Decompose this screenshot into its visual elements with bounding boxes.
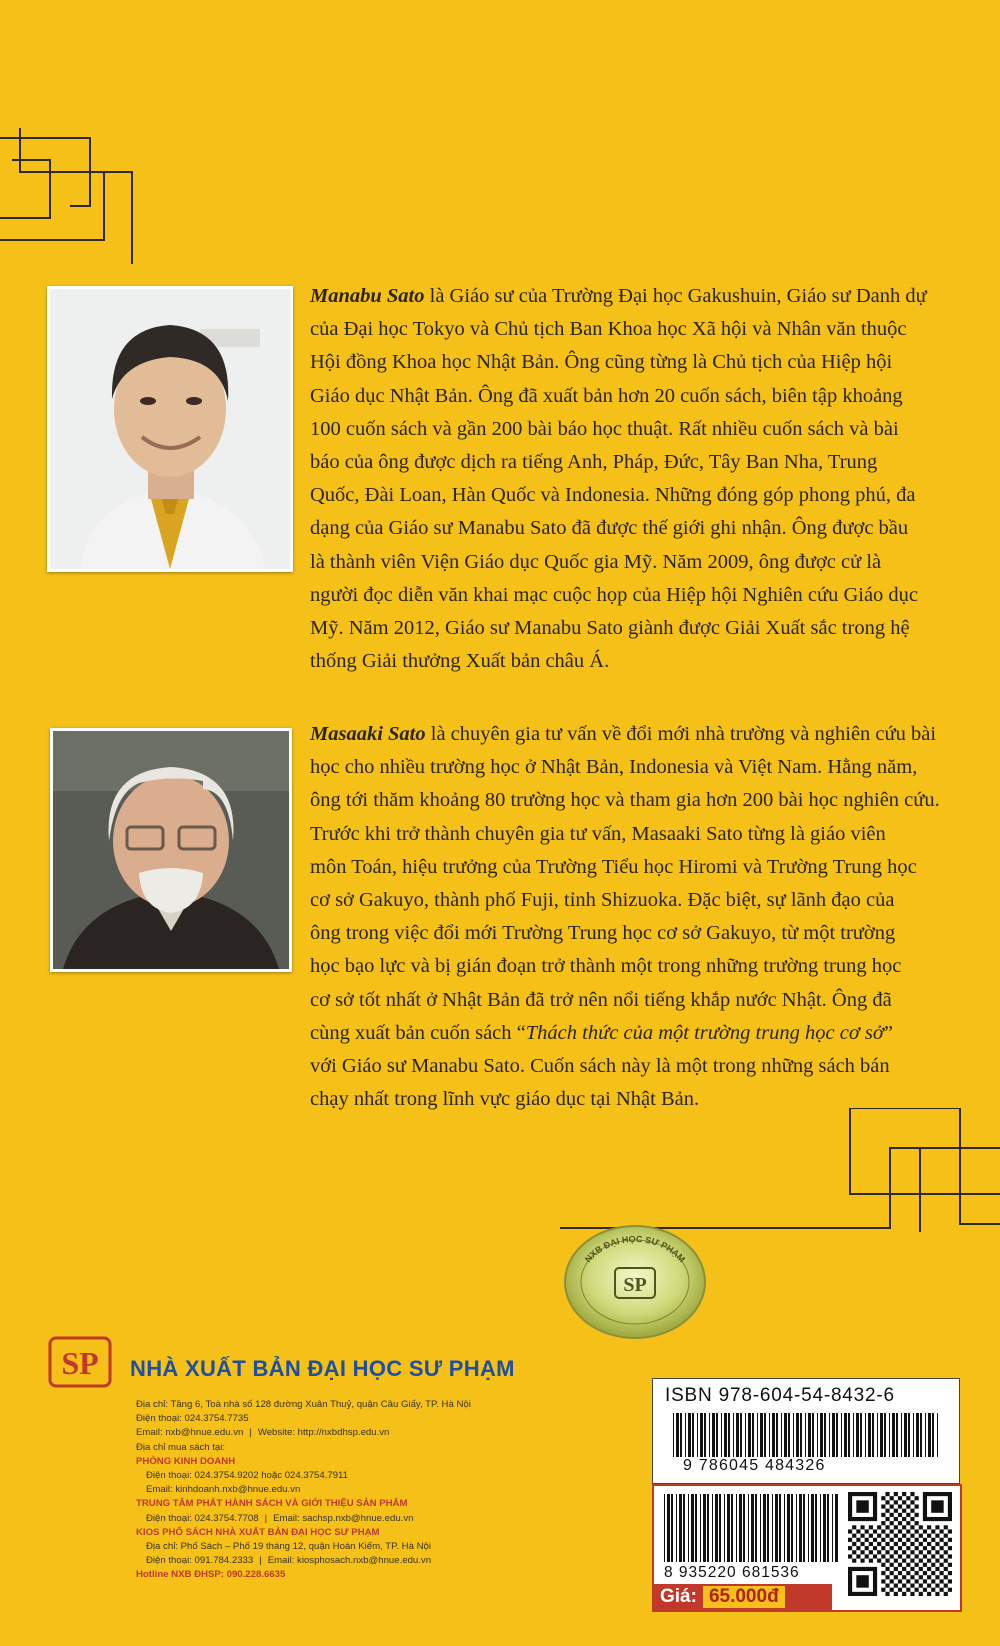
bio-line: người đọc diễn văn khai mạc cuộc họp của Hiệp hội Nghiên cứu Giáo dục <box>310 583 919 606</box>
publisher-name: NHÀ XUẤT BẢN ĐẠI HỌC SƯ PHẠM <box>130 1356 515 1381</box>
bio-line: học cho nhiều trường học ở Nhật Bản, Indonesia và Việt Nam. Hằng năm, <box>310 756 918 779</box>
bio-line: Masaaki Sato là chuyên gia tư vấn về đổi mới nhà trường và nghiên cứu bài <box>310 723 937 745</box>
bio-line: thống Giải thưởng Xuất bản châu Á. <box>310 650 610 673</box>
bio-line: với Giáo sư Manabu Sato. Cuốn sách này là một trong những sách bán <box>310 1055 890 1078</box>
isbn-barcode <box>652 1378 960 1484</box>
dept3-name: KIOS PHỐ SÁCH NHÀ XUẤT BẢN ĐẠI HỌC SƯ PHẠM <box>136 1526 380 1538</box>
bio-line: môn Toán, hiệu trưởng của Trường Tiểu học Hiromi và Trường Trung học <box>310 855 917 878</box>
author1-bio <box>310 280 966 678</box>
dept1-name: PHÒNG KINH DOANH <box>136 1455 236 1467</box>
ean-bars <box>664 1494 840 1567</box>
publisher-logo-text: SP <box>61 1345 99 1381</box>
bio-line: là thành viên Viện Giáo dục Quốc gia Mỹ. Năm 2009, ông được cử là <box>310 550 882 573</box>
book-title: Thách thức của một trường trung học cơ sở <box>525 1021 884 1044</box>
seal-text: NXB ĐẠI HỌC SƯ PHẠM <box>582 1233 688 1265</box>
bio-line: ông tới thăm khoảng 80 trường học và tham gia hơn 200 bài học nghiên cứu. <box>310 789 940 812</box>
author2-name: Masaaki Sato <box>310 723 426 745</box>
dept2-email: Email: sachsp.nxb@hnue.edu.vn <box>273 1512 414 1524</box>
isbn-digits: 9 786045 484326 <box>683 1457 826 1474</box>
dept1-email: Email: kinhdoanh.nxb@hnue.edu.vn <box>146 1484 301 1496</box>
qr-code <box>848 1492 952 1601</box>
bio-line: của Đại học Tokyo và Chủ tịch Ban Khoa học Xã hội và Nhân văn thuộc <box>310 318 907 341</box>
author1-photo <box>47 286 293 572</box>
bio-line: báo của ông được dịch ra tiếng Anh, Pháp, Đức, Tây Ban Nha, Trung <box>310 451 878 474</box>
ean-barcode-box <box>652 1484 962 1612</box>
isbn-bars <box>673 1413 943 1462</box>
bio-line: cùng xuất bản cuốn sách “Thách thức của một trường trung học cơ sở” <box>310 1021 893 1044</box>
dept2-name: TRUNG TÂM PHÁT HÀNH SÁCH VÀ GIỚI THIỆU SẢN PHẨM <box>136 1498 408 1510</box>
dept2-phone: Điện thoại: 024.3754.7708 <box>146 1512 259 1524</box>
price-tag <box>654 1584 832 1610</box>
bio-line: Quốc, Đài Loan, Hàn Quốc và Indonesia. Những đóng góp phong phú, đa <box>310 484 916 507</box>
ean-digits: 8 935220 681536 <box>664 1564 800 1581</box>
seal-logo: SP <box>623 1274 647 1296</box>
price-label: Giá: <box>660 1586 697 1607</box>
buy-heading: Địa chỉ mua sách tại: <box>136 1441 226 1453</box>
author2-photo <box>50 728 292 972</box>
dept3-email: Email: kiosphosach.nxb@hnue.edu.vn <box>267 1555 432 1567</box>
bio-line: Giáo dục Nhật Bản. Ông đã xuất bản hơn 20 cuốn sách, biên tập khoảng <box>310 384 903 407</box>
author2-bio <box>310 718 966 1116</box>
dept3-address: Địa chỉ: Phố Sách – Phố 19 tháng 12, quận Hoàn Kiếm, TP. Hà Nội <box>146 1541 431 1553</box>
bio-line: dạng của Giáo sư Manabu Sato đã được thế giới ghi nhận. Ông được bầu <box>310 517 909 540</box>
publisher-logo <box>48 1336 112 1388</box>
isbn-label: ISBN 978-604-54-8432-6 <box>665 1385 895 1406</box>
bio-line: Hội đồng Khoa học Nhật Bản. Ông cũng từng là Chủ tịch của Hiệp hội <box>310 351 893 374</box>
bio-line: cơ sở tốt nhất ở Nhật Bản đã trở nên nổi tiếng khắp nước Nhật. Ông đã <box>310 988 892 1011</box>
hotline: Hotline NXB ĐHSP: 090.228.6635 <box>136 1569 286 1581</box>
dept1-phone: Điện thoại: 024.3754.9202 hoặc 024.3754.7911 <box>146 1470 348 1482</box>
hologram-seal <box>560 1222 710 1342</box>
bio-line: Manabu Sato là Giáo sư của Trường Đại học Gakushuin, Giáo sư Danh dự <box>310 285 927 307</box>
top-left-ornament <box>0 128 140 264</box>
bottom-right-ornament <box>560 1108 1000 1232</box>
bio-line: học bạo lực và bị gián đoạn trở thành một trong những trường trung học <box>310 955 902 978</box>
bio-line: 100 cuốn sách và gần 200 bài báo học thuật. Rất nhiều cuốn sách và bài <box>310 417 899 440</box>
publisher-website: Website: http://nxbdhsp.edu.vn <box>257 1427 390 1439</box>
dept3-phone: Điện thoại: 091.784.2333 <box>146 1555 254 1567</box>
bio-line: cơ sở Gakuyo, thành phố Fuji, tỉnh Shizuoka. Đặc biệt, sự lãnh đạo của <box>310 889 895 912</box>
author1-name: Manabu Sato <box>310 285 425 307</box>
publisher-address: Địa chỉ: Tầng 6, Toà nhà số 128 đường Xuân Thuỷ, quận Cầu Giấy, TP. Hà Nội <box>136 1399 471 1410</box>
publisher-phone: Điện thoại: 024.3754.7735 <box>136 1413 249 1425</box>
bio-line: ông trong việc đổi mới Trường Trung học cơ sở Gakuyo, từ một trường <box>310 922 896 945</box>
price-amount: 65.000đ <box>703 1586 785 1608</box>
bio-line: Trước khi trở thành chuyên gia tư vấn, Masaaki Sato từng là giáo viên <box>310 822 886 845</box>
publisher-email: Email: nxb@hnue.edu.vn <box>136 1427 244 1439</box>
bio-line: chạy nhất trong lĩnh vực giáo dục tại Nhật Bản. <box>310 1088 700 1111</box>
publisher-contact: Địa chỉ: Tầng 6, Toà nhà số 128 đường Xuân Thuỷ, quận Cầu Giấy, TP. Hà Nội Điện thoại: 024.3754.7735 Email: nxb@hnue.edu.vn | Website: http://nxbdhsp.edu.vn Địa chỉ mua sách tại: PHÒNG KINH DOANH Điện thoại: 024.3754.9202 hoặc 024.3754.7911 Email: kinhdoanh.nxb@hnue.edu.vn TRUNG TÂM PHÁT HÀNH SÁCH VÀ GIỚI THIỆU SẢN PHẨM Điện thoại: 024.3754.7708 | Email: sachsp.nxb@hnue.edu.vn KIOS PHỐ SÁCH NHÀ XUẤT BẢN ĐẠI HỌC SƯ PHẠM Địa chỉ: Phố Sách – Phố 19 tháng 12, quận Hoàn Kiếm, TP. Hà Nội Điện thoại: 091.784.2333 | Email: kiosphosach.nxb@hnue.edu.vn Hotline NXB ĐHSP: 090.228.6635 <box>136 1398 656 1583</box>
bio-line: Mỹ. Năm 2012, Giáo sư Manabu Sato giành được Giải Xuất sắc trong hệ <box>310 617 910 640</box>
